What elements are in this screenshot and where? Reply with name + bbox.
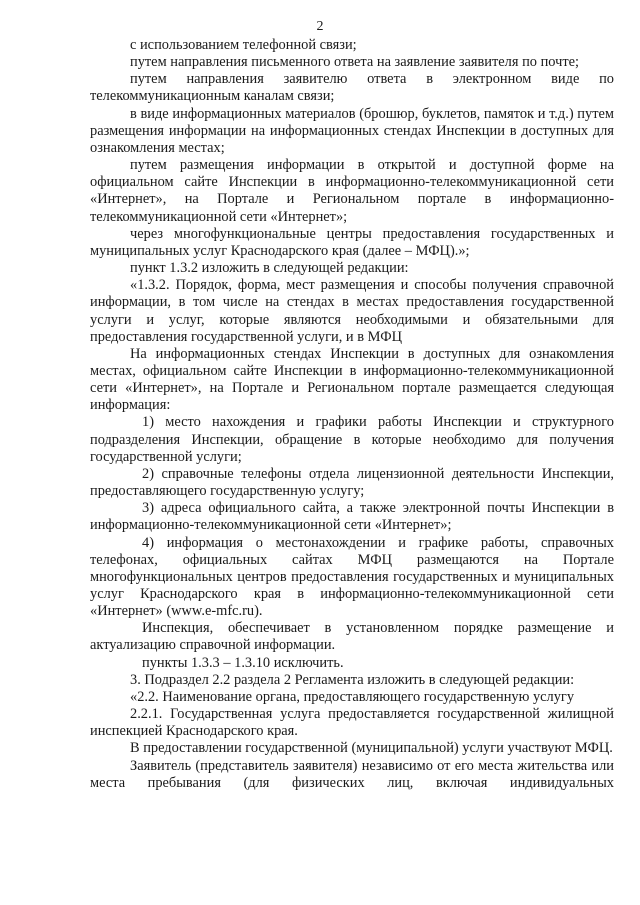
paragraph: 2.2.1. Государственная услуга предоставляется государственной жилищной инспекцией Краснодарского края. <box>90 706 614 740</box>
paragraph: В предоставлении государственной (муниципальной) услуги участвуют МФЦ. <box>130 740 613 757</box>
paragraph: с использованием телефонной связи; <box>130 37 357 53</box>
paragraph: Инспекция, обеспечивает в установленном порядке размещение и актуализацию справочной информации. <box>90 620 614 654</box>
paragraph: через многофункциональные центры предоставления государственных и муниципальных услуг Краснодарского края (далее – МФЦ).»; <box>90 225 614 259</box>
section-heading: «2.2. Наименование органа, предоставляющего государственную услугу <box>130 688 575 705</box>
paragraph: пункты 1.3.3 – 1.3.10 исключить. <box>142 654 344 671</box>
document-body <box>90 37 614 792</box>
paragraph: 3. Подраздел 2.2 раздела 2 Регламента изложить в следующей редакции: <box>130 671 575 688</box>
list-item: 3) адреса официального сайта, а также электронной почты Инспекции в информационно-телекоммуникационной сети «Интернет»; <box>90 500 614 534</box>
paragraph: путем направления письменного ответа на заявление заявителя по почте; <box>130 54 580 71</box>
paragraph: «1.3.2. Порядок, форма, мест размещения и способы получения справочной информации, в том числе на стендах в местах предоставления государственной услуги и услуг, которые являются необходимыми и обязательными для предоставления государственной услуги, и в МФЦ <box>90 277 614 345</box>
paragraph: в виде информационных материалов (брошюр, буклетов, памяток и т.д.) путем размещения информации на информационных стендах Инспекции в доступных для ознакомления местах; <box>90 105 614 156</box>
paragraph: путем размещения информации в открытой и доступной форме на официальном сайте Инспекции в информационно-телекоммуникационной сети «Интернет», на Портале и Региональном портале в информационно-телекоммуникационной сети «Интернет»; <box>90 157 614 225</box>
page-number: 2 <box>316 19 324 34</box>
list-item: 4) информация о местонахождении и графике работы, справочных телефонах, официальных сайтах МФЦ размещаются на Портале многофункциональных центров предоставления государственных и муниципальных услуг Краснодарского края в информационно-телекоммуникационной сети «Интернет» (www.e-mfc.ru). <box>90 534 614 620</box>
paragraph: Заявитель (представитель заявителя) независимо от его места жительства или места пребывания (для физических лиц, включая индивидуальных <box>90 757 614 791</box>
paragraph: пункт 1.3.2 изложить в следующей редакции: <box>130 260 409 277</box>
paragraph: На информационных стендах Инспекции в доступных для ознакомления местах, официальном сайте Инспекции в информационно-телекоммуникационной сети «Интернет», на Портале и Региональном портале размещается следующая информация: <box>90 345 614 414</box>
paragraph: путем направления заявителю ответа в электронном виде по телекоммуникационным каналам связи; <box>90 71 614 105</box>
list-item: 2) справочные телефоны отдела лицензионной деятельности Инспекции, предоставляющего государственную услугу; <box>90 465 614 500</box>
list-item: 1) место нахождения и графики работы Инспекции и структурного подразделения Инспекции, обращение в которые необходимо для получения государственной услуги; <box>90 414 614 465</box>
